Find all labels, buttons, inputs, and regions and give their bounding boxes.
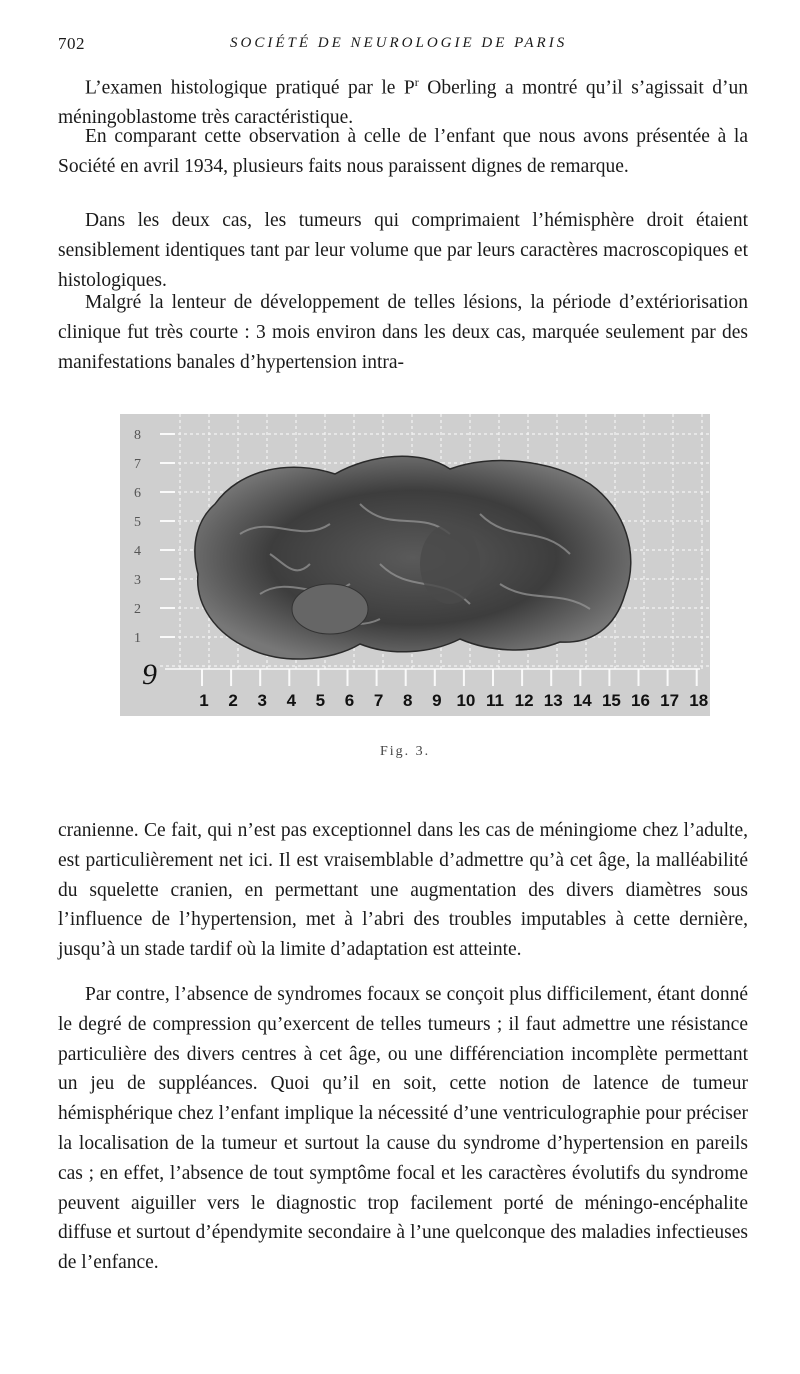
ruler-label-bottom: 17 — [660, 691, 680, 710]
tumor-mass — [195, 456, 631, 659]
ruler-label-left: 4 — [134, 544, 141, 559]
ruler-label-left: 2 — [134, 602, 141, 617]
paragraph-4: Malgré la lenteur de développement de telles lésions, la période d’extériorisation clinique fut très courte : 3 mois environ dans les deux cas, marquée seulement par des manifestations banales d’hypertension intra- — [58, 292, 748, 373]
ruler-label-bottom: 4 — [286, 691, 297, 710]
ruler-label-bottom: 15 — [601, 691, 621, 710]
running-head: SOCIÉTÉ DE NEUROLOGIE DE PARIS — [230, 35, 568, 51]
ruler-label-bottom: 16 — [631, 691, 650, 710]
tumor-photo-svg — [120, 414, 710, 716]
page-number: 702 — [58, 34, 85, 53]
tumor-fold — [420, 524, 480, 604]
ruler-label-bottom: 10 — [456, 691, 476, 710]
ruler-label-left: 1 — [134, 631, 141, 646]
corner-mark: 9 — [142, 658, 157, 691]
ruler-label-bottom: 7 — [373, 691, 384, 710]
ruler-label-bottom: 1 — [199, 691, 209, 710]
tumor-photograph — [120, 414, 710, 716]
paragraph-6: Par contre, l’absence de syndromes focaux se conçoit plus difficilement, étant donné le degré de compression qu’exercent de telles tumeurs ; il faut admettre une résistance particulière des divers centres à cet âge, ou une différenciation incomplète permettant un jeu de suppléances. Quoi qu’il en soit, cette notion de latence de tumeur hémisphérique chez l’enfant implique la nécessité d’une ventriculographie pour préciser la localisation de la tumeur et surtout la cause du syndrome d’hypertension en pareils cas ; en effet, l’absence de tout symptôme focal et les caractères évolutifs du syndrome peuvent aiguiller vers le diagnostic trop facilement porté de méningo-encéphalite diffuse et surtout d’épendymite secondaire à l’une quelconque des maladies infectieuses de l’enfance. — [58, 984, 748, 1274]
paragraph-1-text-b: Oberling a montré qu’il s’agissait d’un méningoblastome très caractéristique. — [58, 77, 748, 129]
paragraph-1-text-a: L’examen histologique pratiqué par le P — [85, 77, 415, 99]
ruler-label-bottom: 5 — [315, 691, 326, 710]
ruler-label-bottom: 8 — [402, 691, 413, 710]
ruler-label-bottom: 9 — [432, 691, 442, 710]
ruler-label-left: 5 — [134, 515, 141, 530]
ruler-label-left: 8 — [134, 428, 141, 443]
ruler-label-bottom: 14 — [572, 691, 592, 710]
figure-caption: Fig. 3. — [380, 744, 431, 759]
ruler-label-left: 7 — [134, 457, 141, 472]
ruler-label-bottom: 11 — [486, 691, 504, 710]
ruler-label-bottom: 2 — [228, 691, 238, 710]
superscript-r: r — [414, 75, 419, 89]
ruler-label-bottom: 3 — [257, 691, 267, 710]
tumor-lobule — [292, 584, 368, 634]
ruler-label-bottom: 13 — [543, 691, 563, 710]
ruler-label-bottom: 6 — [344, 691, 355, 710]
ruler-label-left: 6 — [134, 486, 141, 501]
ruler-label-left: 3 — [134, 573, 141, 588]
paragraph-2: En comparant cette observation à celle de l’enfant que nous avons présentée à la Société en avril 1934, plusieurs faits nous paraissent dignes de remarque. — [58, 126, 748, 177]
ruler-label-bottom: 12 — [514, 691, 534, 710]
paragraph-5: cranienne. Ce fait, qui n’est pas exceptionnel dans les cas de méningiome chez l’adulte, est particulièrement net ici. Il est vraisemblable d’admettre qu’à cet âge, la malléabilité du squelette cranien, en permettant une augmentation des divers diamètres sous l’influence de l’hypertension, met à l’abri des troubles imputables à cette dernière, jusqu’à un stade tardif où la limite d’adaptation est atteinte. — [58, 820, 748, 961]
paragraph-3: Dans les deux cas, les tumeurs qui comprimaient l’hémisphère droit étaient sensiblement identiques tant par leur volume que par leurs caractères macroscopiques et histologiques. — [58, 210, 748, 291]
ruler-label-bottom: 18 — [689, 691, 709, 710]
